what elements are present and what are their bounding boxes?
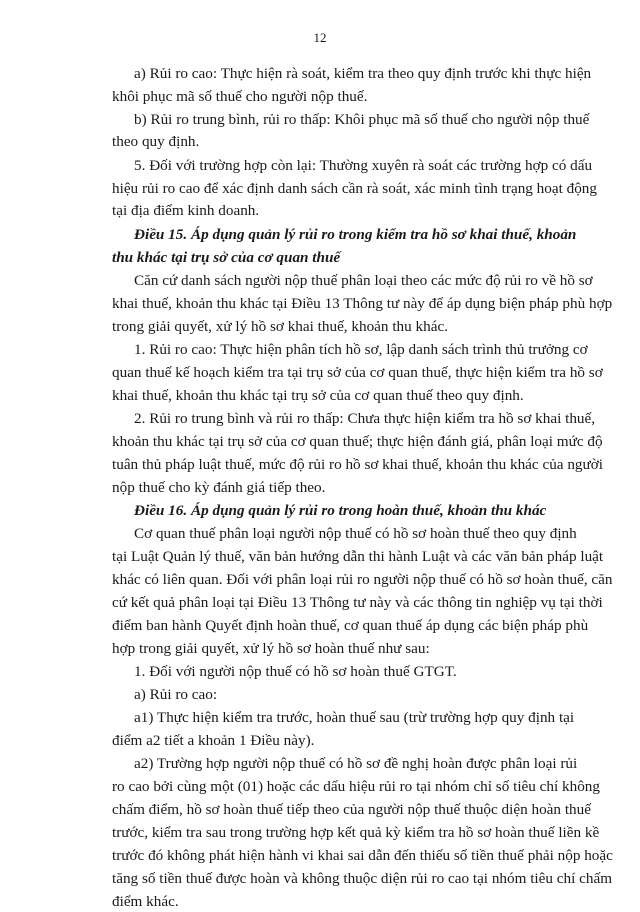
text-line: tuân thủ pháp luật thuế, mức độ rủi ro hồ sơ khai thuế, khoản thu khác của người bbox=[112, 456, 603, 473]
text-line: a1) Thực hiện kiểm tra trước, hoàn thuế sau (trừ trường hợp quy định tại bbox=[134, 709, 575, 726]
text-line: 2. Rủi ro trung bình và rủi ro thấp: Chưa thực hiện kiểm tra hồ sơ khai thuế, bbox=[134, 410, 596, 427]
text-line: 1. Đối với người nộp thuế có hồ sơ hoàn thuế GTGT. bbox=[134, 663, 457, 680]
text-line: trước, kiểm tra sau trong trường hợp kết quả kỳ kiểm tra hồ sơ hoàn thuế liền kề bbox=[112, 824, 600, 841]
article-heading: Điều 15. Áp dụng quản lý rủi ro trong kiểm tra hồ sơ khai thuế, khoản bbox=[134, 226, 577, 243]
text-line: điểm ban hành Quyết định hoàn thuế, cơ quan thuế áp dụng các biện pháp phù bbox=[112, 617, 589, 634]
text-line: tại địa điểm kinh doanh. bbox=[112, 202, 260, 219]
text-line: a) Rủi ro cao: Thực hiện rà soát, kiểm tra theo quy định trước khi thực hiện bbox=[134, 65, 592, 82]
text-line: điểm a2 tiết a khoản 1 Điều này). bbox=[112, 732, 315, 749]
text-line: khôi phục mã số thuế cho người nộp thuế. bbox=[112, 88, 368, 105]
text-line: 1. Rủi ro cao: Thực hiện phân tích hồ sơ, lập danh sách trình thủ trưởng cơ bbox=[134, 341, 588, 358]
text-line: khác có liên quan. Đối với phân loại rủi ro người nộp thuế có hồ sơ hoàn thuế, căn bbox=[112, 571, 613, 588]
page-number: 12 bbox=[313, 30, 327, 45]
text-line: hợp trong giải quyết, xử lý hồ sơ hoàn thuế như sau: bbox=[112, 640, 430, 657]
text-line: trước đó không phát hiện hành vi khai sai dẫn đến thiếu số tiền thuế phải nộp hoặc bbox=[112, 847, 613, 864]
text-line: chấm điểm, hồ sơ hoàn thuế tiếp theo của người nộp thuế thuộc diện hoàn thuế bbox=[112, 801, 591, 818]
text-line: quan thuế kế hoạch kiểm tra tại trụ sở của cơ quan thuế, thực hiện kiểm tra hồ sơ bbox=[112, 364, 603, 381]
text-line: điểm khác. bbox=[112, 893, 179, 910]
text-line: khai thuế, khoản thu khác tại trụ sở của cơ quan thuế theo quy định. bbox=[112, 387, 524, 404]
text-line: Cơ quan thuế phân loại người nộp thuế có hồ sơ hoàn thuế theo quy định bbox=[134, 525, 577, 542]
text-line: trong giải quyết, xử lý hồ sơ khai thuế, khoản thu khác. bbox=[112, 318, 448, 335]
text-line: hiệu rủi ro cao để xác định danh sách cần rà soát, xác minh tình trạng hoạt động bbox=[112, 180, 597, 197]
text-line: tại Luật Quản lý thuế, văn bản hướng dẫn thi hành Luật và các văn bản pháp luật bbox=[112, 548, 604, 565]
text-line: cứ kết quả phân loại tại Điều 13 Thông tư này và các thông tin nghiệp vụ tại thời bbox=[112, 594, 603, 611]
text-line: 5. Đối với trường hợp còn lại: Thường xuyên rà soát các trường hợp có dấu bbox=[134, 157, 593, 174]
text-line: a2) Trường hợp người nộp thuế có hồ sơ đề nghị hoàn được phân loại rủi bbox=[134, 755, 578, 772]
text-line: nộp thuế cho kỳ đánh giá tiếp theo. bbox=[112, 479, 326, 496]
text-line: Căn cứ danh sách người nộp thuế phân loại theo các mức độ rủi ro về hồ sơ bbox=[134, 272, 593, 289]
text-line: khoản thu khác tại trụ sở của cơ quan thuế; thực hiện đánh giá, phân loại mức độ bbox=[112, 433, 603, 450]
text-line: ro cao bởi cùng một (01) hoặc các dấu hiệu rủi ro tại nhóm chỉ số tiêu chí không bbox=[112, 778, 600, 795]
text-line: theo quy định. bbox=[112, 133, 200, 150]
article-heading: thu khác tại trụ sở của cơ quan thuế bbox=[112, 249, 341, 266]
text-line: a) Rủi ro cao: bbox=[134, 686, 218, 703]
article-heading: Điều 16. Áp dụng quản lý rủi ro trong hoàn thuế, khoản thu khác bbox=[134, 502, 547, 519]
text-line: khai thuế, khoản thu khác tại Điều 13 Thông tư này để áp dụng biện pháp phù hợp bbox=[112, 295, 613, 312]
text-line: tăng số tiền thuế được hoàn và không thuộc diện rủi ro cao tại nhóm tiêu chí chấm bbox=[112, 870, 613, 887]
text-line: b) Rủi ro trung bình, rủi ro thấp: Khôi phục mã số thuế cho người nộp thuế bbox=[134, 111, 590, 128]
